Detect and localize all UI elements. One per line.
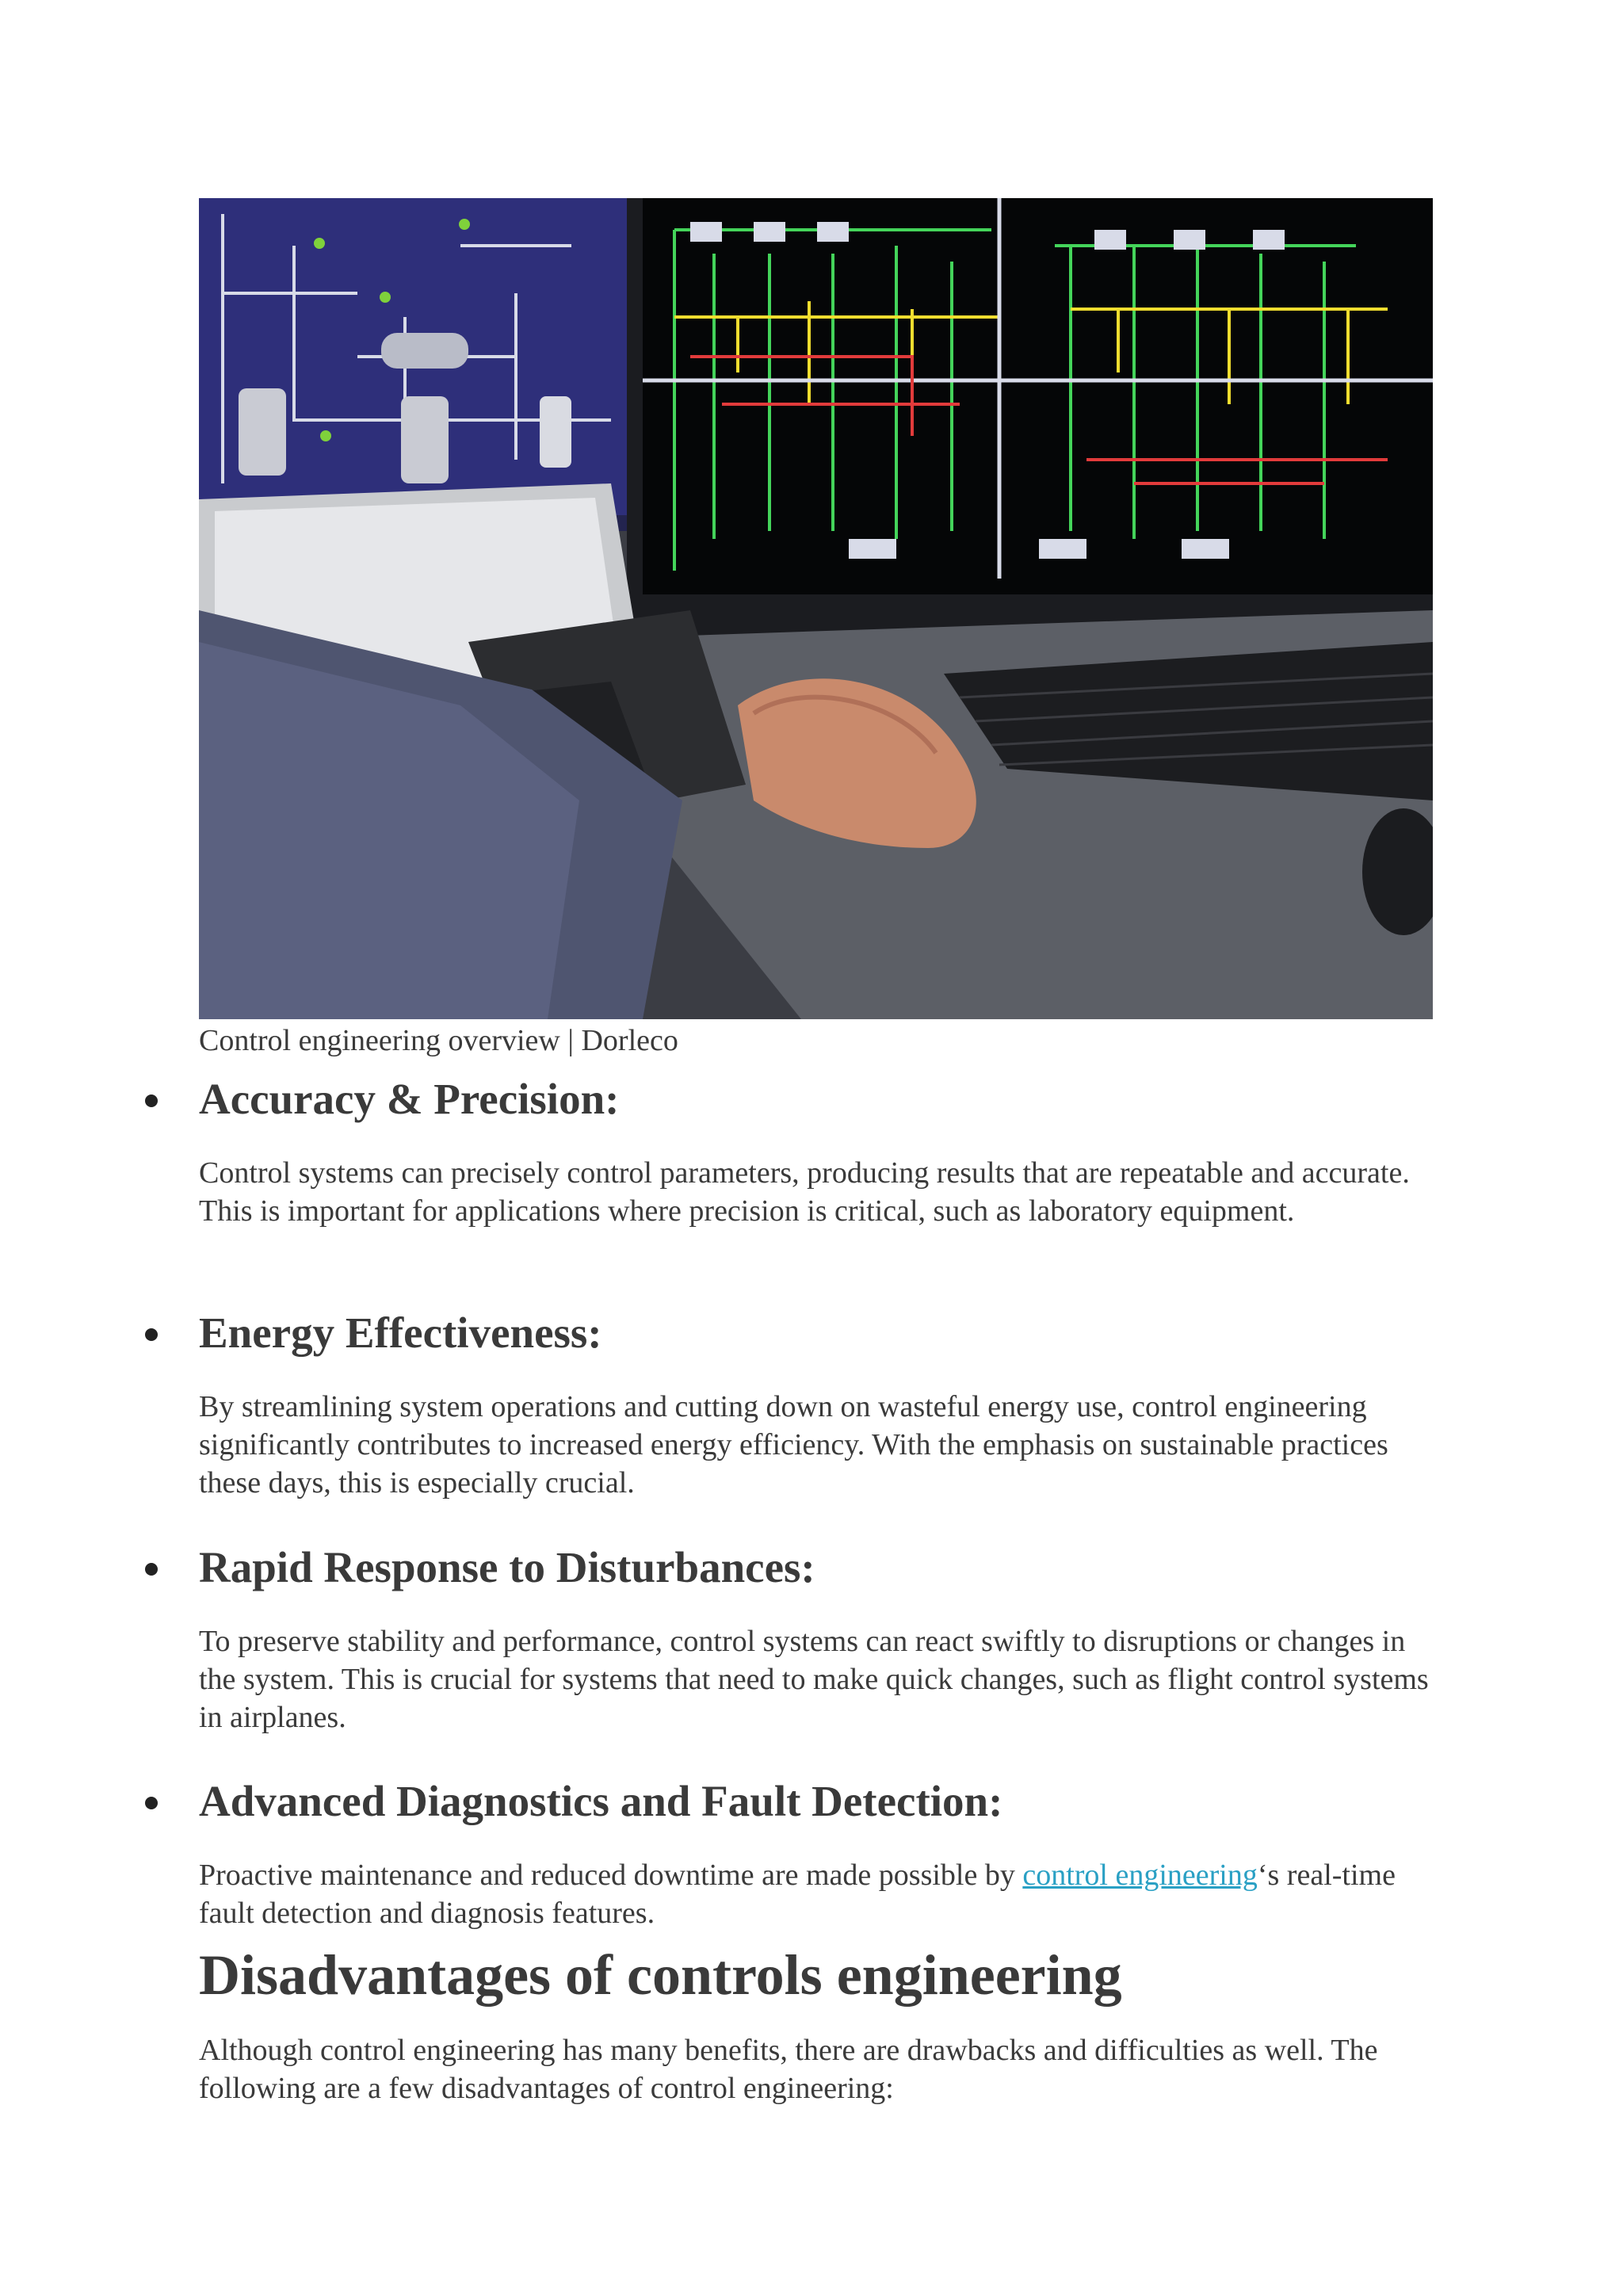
diagnostics-text-before: Proactive maintenance and reduced downtime are made possible by [199, 1859, 1023, 1892]
benefit-heading-diagnostics: Advanced Diagnostics and Fault Detection: [199, 1777, 1003, 1825]
benefit-text-rapid-response: To preserve stability and performance, control systems can react swiftly to disruptions or changes in the system. This is crucial for systems that need to make quick changes, such as flight control systems in airplanes. [199, 1625, 1429, 1734]
benefit-heading-energy: Energy Effectiveness: [199, 1308, 602, 1357]
bullet-dot [145, 1095, 158, 1107]
photo-illustration [199, 198, 1433, 1019]
benefit-text-accuracy: Control systems can precisely control parameters, producing results that are repeatable and accurate. This is important for applications where precision is critical, such as laboratory equipment. [199, 1156, 1410, 1228]
figure-caption: Control engineering overview | Dorleco [199, 1024, 678, 1057]
bullet-dot [145, 1328, 158, 1341]
bullet-dot [145, 1797, 158, 1809]
diagnostics-text-after: ‘s real-time fault detection and diagnosis features. [199, 1859, 1396, 1930]
disadvantages-intro: Although control engineering has many benefits, there are drawbacks and difficulties as well. The following are a few disadvantages of control engineering: [199, 2034, 1378, 2105]
disadvantages-heading: Disadvantages of controls engineering [199, 1943, 1122, 2007]
control-engineering-link[interactable]: control engineering [1022, 1859, 1258, 1892]
control-room-photo [199, 198, 1433, 1019]
benefit-heading-rapid-response: Rapid Response to Disturbances: [199, 1543, 815, 1591]
benefit-text-diagnostics [199, 1856, 1435, 1932]
benefit-text-energy: By streamlining system operations and cutting down on wasteful energy use, control engineering significantly contributes to increased energy efficiency. With the emphasis on sustainable practices these days, this is especially crucial. [199, 1390, 1388, 1499]
benefit-heading-accuracy: Accuracy & Precision: [199, 1075, 620, 1123]
bullet-dot [145, 1563, 158, 1576]
